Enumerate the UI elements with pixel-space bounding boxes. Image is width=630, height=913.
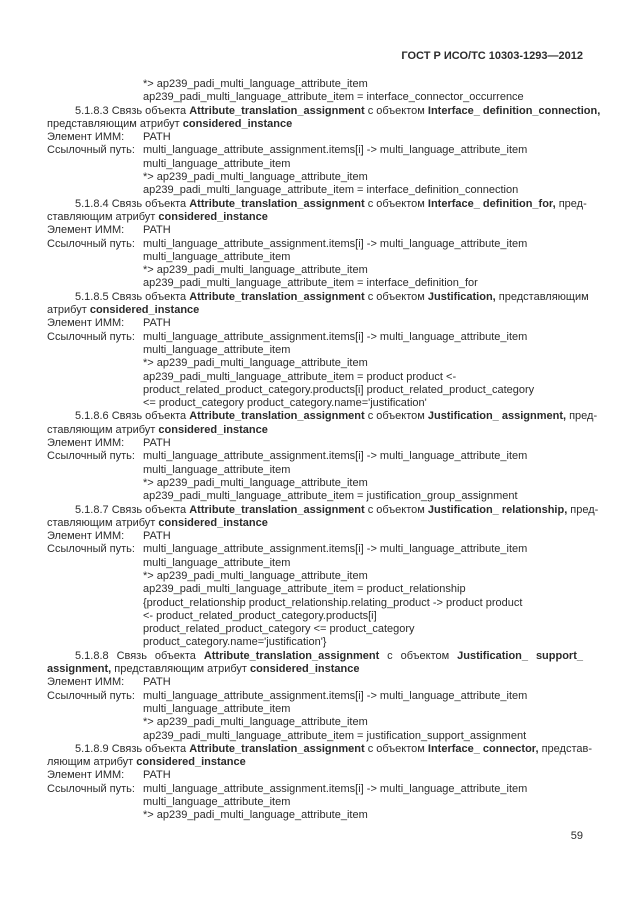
clause-text: 5.1.8.3 Связь объекта xyxy=(75,104,190,117)
reference-path-label: Ссылочный путь: xyxy=(47,144,135,157)
object-name-text: Justification_ relationship, xyxy=(427,503,568,516)
clause-text: с объектом xyxy=(364,503,428,516)
imm-element-label: Элемент ИММ: xyxy=(47,317,125,330)
reference-path-label: Ссылочный путь: xyxy=(47,543,135,556)
imm-element-label: Элемент ИММ: xyxy=(47,224,125,237)
reference-path-value-line: multi_language_attribute_item xyxy=(143,463,291,476)
clause-heading-line xyxy=(47,503,599,517)
object-name-text: Attribute_translation_assignment xyxy=(189,104,365,117)
reference-path-value-line: *> ap239_padi_multi_language_attribute_item xyxy=(143,357,368,370)
clause-heading-5-1-8-6 xyxy=(47,410,598,437)
reference-path-line: ap239_padi_multi_language_attribute_item = interface_connector_occurrence xyxy=(143,91,524,104)
imm-element-value-line: PATH xyxy=(143,317,171,330)
imm-element-row xyxy=(47,224,583,237)
reference-path-row xyxy=(47,450,583,503)
imm-element-row xyxy=(47,769,583,782)
imm-element-value-line: PATH xyxy=(143,131,171,144)
reference-path-value-line: ap239_padi_multi_language_attribute_item = product_relationship xyxy=(143,583,466,596)
imm-element-value-line: PATH xyxy=(143,224,171,237)
reference-path-value-line: *> ap239_padi_multi_language_attribute_item xyxy=(143,476,368,489)
imm-element-label: Элемент ИММ: xyxy=(47,437,125,450)
clause-heading-line xyxy=(47,104,601,118)
page-number: 59 xyxy=(570,830,583,842)
object-name-text: considered_instance xyxy=(136,756,246,769)
reference-path-value xyxy=(143,690,583,743)
object-name-text: Justification_ support_ xyxy=(457,649,583,662)
clause-text: с объектом xyxy=(364,410,428,423)
reference-path-label: Ссылочный путь: xyxy=(47,450,135,463)
reference-path-value-line: ap239_padi_multi_language_attribute_item = interface_definition_for xyxy=(143,277,478,290)
imm-element-value xyxy=(143,224,583,237)
reference-path-value-line: product_related_product_category <= product_category xyxy=(143,623,415,636)
clause-text: пред- xyxy=(555,197,587,210)
imm-element-row xyxy=(47,131,583,144)
clause-text: атрибут xyxy=(47,304,90,317)
clause-text: 5.1.8.4 Связь объекта xyxy=(75,197,190,210)
reference-path-label: Ссылочный путь: xyxy=(47,689,135,702)
reference-path-label: Ссылочный путь: xyxy=(47,330,135,343)
reference-path-value-line: multi_language_attribute_assignment.items[i] -> multi_language_attribute_item xyxy=(143,543,528,556)
reference-path-value-line: multi_language_attribute_item xyxy=(143,556,291,569)
object-name-text: Interface_ definition_connection, xyxy=(427,104,601,117)
clause-text: ляющим атрибут xyxy=(47,756,137,769)
object-name-text: considered_instance xyxy=(182,117,293,130)
clause-heading-5-1-8-8 xyxy=(47,650,583,677)
document-content xyxy=(47,78,601,823)
object-name-text: considered_instance xyxy=(158,210,268,223)
reference-path-value-line: ap239_padi_multi_language_attribute_item = justification_support_assignment xyxy=(143,729,527,742)
clause-heading-5-1-8-5 xyxy=(47,290,589,318)
reference-path-value-line: <= product_category product_category.name='justification' xyxy=(143,397,427,410)
imm-element-value-line: PATH xyxy=(143,437,171,450)
clause-heading-line xyxy=(47,290,589,304)
clause-heading-line xyxy=(47,663,583,676)
clause-text: 5.1.8.7 Связь объекта xyxy=(75,503,190,516)
reference-path-value xyxy=(143,144,583,197)
reference-path-value xyxy=(143,783,583,823)
reference-path-value-line: multi_language_attribute_assignment.items[i] -> multi_language_attribute_item xyxy=(143,782,528,795)
continued-reference-path xyxy=(47,78,583,105)
clause-text: представляющим атрибут xyxy=(111,663,251,676)
object-name-text: Attribute_translation_assignment xyxy=(189,503,365,516)
object-name-text: Interface_ definition_for, xyxy=(427,197,556,210)
reference-path-row xyxy=(47,690,583,743)
object-name-text: Interface_ connector, xyxy=(427,742,539,755)
object-name-text: Justification_ assignment, xyxy=(427,410,567,423)
reference-path-value-line: multi_language_attribute_item xyxy=(143,343,291,356)
imm-element-row xyxy=(47,437,583,450)
reference-path-row xyxy=(47,331,583,411)
reference-path-row xyxy=(47,543,583,649)
reference-path-value-line: multi_language_attribute_assignment.items[i] -> multi_language_attribute_item xyxy=(143,144,528,157)
clause-text: представляющим атрибут xyxy=(47,117,183,130)
reference-path-value-line: *> ap239_padi_multi_language_attribute_item xyxy=(143,264,368,277)
object-name-text: considered_instance xyxy=(158,516,268,529)
imm-element-value xyxy=(143,769,583,782)
clause-text: представляющим xyxy=(495,290,589,303)
reference-path-value-line: ap239_padi_multi_language_attribute_item = interface_definition_connection xyxy=(143,184,519,197)
clause-text: ставляющим атрибут xyxy=(47,210,159,223)
reference-path-value-line: *> ap239_padi_multi_language_attribute_item xyxy=(143,809,368,822)
object-name-text: Attribute_translation_assignment xyxy=(189,410,365,423)
clause-heading-line xyxy=(47,197,587,211)
clause-text: с объектом xyxy=(379,649,458,662)
object-name-text: Attribute_translation_assignment xyxy=(203,649,380,662)
imm-element-value xyxy=(143,437,583,450)
clause-text: представ- xyxy=(538,742,593,755)
clause-heading-line xyxy=(47,118,583,131)
imm-element-value xyxy=(143,317,583,330)
clause-heading-line xyxy=(47,756,583,769)
clause-heading-5-1-8-4 xyxy=(47,197,587,225)
reference-path-value xyxy=(143,543,583,649)
reference-path-value-line: multi_language_attribute_item xyxy=(143,157,291,170)
clause-text: с объектом xyxy=(364,104,428,117)
object-name-text: Justification, xyxy=(427,290,496,303)
imm-element-value xyxy=(143,676,583,689)
clause-text: 5.1.8.5 Связь объекта xyxy=(75,290,190,303)
clause-heading-line xyxy=(47,410,598,423)
reference-path-value-line: multi_language_attribute_item xyxy=(143,250,291,263)
imm-element-row xyxy=(47,676,583,689)
imm-element-value xyxy=(143,131,583,144)
standard-designation-header: ГОСТ Р ИСО/ТС 10303-1293—2012 xyxy=(401,50,583,62)
reference-path-label: Ссылочный путь: xyxy=(47,782,135,795)
clause-text: ставляющим атрибут xyxy=(47,516,159,529)
reference-path-value xyxy=(143,450,583,503)
clause-heading-line xyxy=(47,424,583,437)
reference-path-value-line: *> ap239_padi_multi_language_attribute_item xyxy=(143,171,368,184)
clause-text: пред- xyxy=(567,503,599,516)
clause-text: с объектом xyxy=(364,290,428,303)
clause-heading-5-1-8-9 xyxy=(47,742,593,770)
clause-heading-line xyxy=(47,742,593,756)
imm-element-value-line: PATH xyxy=(143,676,171,689)
reference-path-value-line: multi_language_attribute_assignment.items[i] -> multi_language_attribute_item xyxy=(143,237,528,250)
clause-text: с объектом xyxy=(364,197,428,210)
reference-path-value-line: multi_language_attribute_assignment.items[i] -> multi_language_attribute_item xyxy=(143,450,528,463)
reference-path-value xyxy=(143,238,583,291)
clause-heading-line xyxy=(47,211,583,224)
object-name-text: considered_instance xyxy=(158,423,268,436)
clause-heading-5-1-8-3 xyxy=(47,104,601,132)
object-name-text: Attribute_translation_assignment xyxy=(189,197,365,210)
clause-text: 5.1.8.9 Связь объекта xyxy=(75,742,190,755)
imm-element-row xyxy=(47,530,583,543)
reference-path-value-line: *> ap239_padi_multi_language_attribute_item xyxy=(143,569,368,582)
reference-path-value-line: product_category.name='justification'} xyxy=(143,636,327,649)
reference-path-value-line: multi_language_attribute_assignment.items[i] -> multi_language_attribute_item xyxy=(143,330,528,343)
reference-path-value xyxy=(143,331,583,411)
object-name-text: assignment, xyxy=(47,663,112,676)
reference-path-value-line: {product_relationship product_relationship.relating_product -> product product xyxy=(143,596,523,609)
reference-path-value-line: product_related_product_category.products[i] product_related_product_category xyxy=(143,383,535,396)
imm-element-label: Элемент ИММ: xyxy=(47,769,125,782)
reference-path-line: *> ap239_padi_multi_language_attribute_item xyxy=(143,78,368,90)
reference-path-value-line: multi_language_attribute_item xyxy=(143,702,291,715)
clause-heading-line xyxy=(47,304,583,317)
reference-path-row xyxy=(47,238,583,291)
object-name-text: considered_instance xyxy=(250,663,360,676)
reference-path-value-line: <- product_related_product_category.products[i] xyxy=(143,609,377,622)
imm-element-label: Элемент ИММ: xyxy=(47,676,125,689)
imm-element-value-line: PATH xyxy=(143,769,171,782)
clause-heading-line xyxy=(47,650,583,663)
clause-text: 5.1.8.8 Связь объекта xyxy=(75,649,204,662)
reference-path-value-line: multi_language_attribute_assignment.items[i] -> multi_language_attribute_item xyxy=(143,689,528,702)
reference-path-label: Ссылочный путь: xyxy=(47,237,135,250)
clause-text: с объектом xyxy=(364,742,428,755)
object-name-text: Attribute_translation_assignment xyxy=(189,742,365,755)
imm-element-label: Элемент ИММ: xyxy=(47,131,125,144)
clause-text: 5.1.8.6 Связь объекта xyxy=(75,410,190,423)
imm-element-row xyxy=(47,317,583,330)
object-name-text: considered_instance xyxy=(89,304,200,317)
reference-path-row xyxy=(47,144,583,197)
imm-element-value-line: PATH xyxy=(143,530,171,543)
reference-path-value-line: ap239_padi_multi_language_attribute_item = justification_group_assignment xyxy=(143,490,518,503)
reference-path-value-line: multi_language_attribute_item xyxy=(143,796,291,809)
clause-heading-5-1-8-7 xyxy=(47,503,599,531)
clause-heading-line xyxy=(47,517,583,530)
reference-path-value-line: *> ap239_padi_multi_language_attribute_item xyxy=(143,716,368,729)
reference-path-row xyxy=(47,783,583,823)
clause-text: пред- xyxy=(566,410,598,423)
reference-path-value-line: ap239_padi_multi_language_attribute_item = product product <- xyxy=(143,370,457,383)
imm-element-value xyxy=(143,530,583,543)
object-name-text: Attribute_translation_assignment xyxy=(189,290,365,303)
imm-element-label: Элемент ИММ: xyxy=(47,530,125,543)
clause-text: ставляющим атрибут xyxy=(47,423,159,436)
